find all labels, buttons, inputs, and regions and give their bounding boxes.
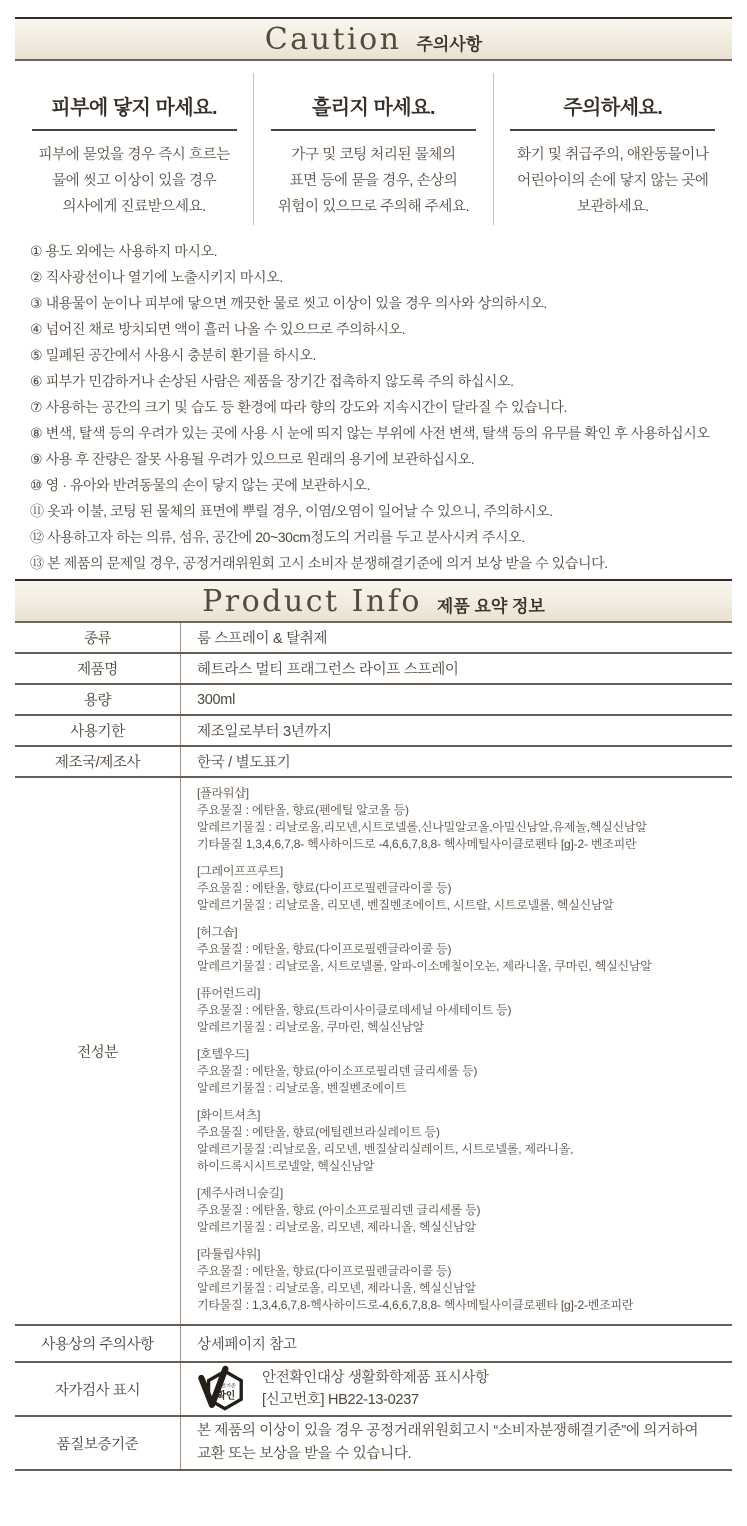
ingredient-line: 알레르기물질 : 리날로올, 리모넨, 벤질벤조에이트, 시트랄, 시트로넬롤, 헥실신남알 [197,898,614,912]
table-row-warranty [15,1417,732,1471]
ingredient-line: 알레르기물질 : 리날로올, 리모넨, 제라니올, 헥실신남알 [197,1281,476,1295]
product-detail-page [0,17,747,1526]
fragrance-name: [라튤립샤워] [197,1247,261,1261]
row-label: 전성분 [77,1044,118,1061]
ingredient-line: 주요물질 : 에탄올, 향료(아이소프로필리덴 글리세롤 등) [197,1064,478,1078]
row-label: 종류 [83,631,112,647]
caution-column-title: 피부에 닿지 마세요. [51,97,218,119]
warranty-line1: 본 제품의 이상이 있을 경우 공정거래위원회고시 “소비자분쟁해결기준”에 의거하여 [197,1423,699,1439]
ingredient-line: 주요물질 : 에탄올, 향료(펜에틸 알코올 등) [197,803,409,817]
product-info-table [15,623,732,1471]
ingredient-line: 주요물질 : 에탄올, 향료 (아이소프로필리덴 글리세롤 등) [197,1203,481,1217]
caution-title-en: Caution [264,21,402,57]
table-row-origin [15,747,732,778]
fragrance-name: [제주사려니숲길] [197,1186,284,1200]
fragrance-block [197,924,732,975]
selftest-wrap [197,1365,489,1413]
ingredient-line: 주요물질 : 에탄올, 향료(다이프로필렌글라이콜 등) [197,881,452,895]
fragrance-name: [허그솝] [197,925,238,939]
product-info-header-band [15,579,732,623]
table-row-product-name [15,654,732,685]
table-row-ingredients [15,778,732,1326]
warranty-content [180,1417,732,1469]
selftest-line2: [신고번호] HB22-13-0237 [262,1392,419,1408]
row-label: 제조국/제조사 [54,755,141,771]
caution-column-line: 표면 등에 묻을 경우, 손상의 [289,173,458,189]
fragrance-name: [그레이프프루트] [197,864,284,878]
table-row-type [15,623,732,654]
caution-note: ⑩ 영 · 유아와 반려동물의 손이 닿지 않는 곳에 보관하시오. [30,477,371,493]
fragrance-name: [호텔우드] [197,1047,249,1061]
row-value: 한국 / 별도표기 [180,747,732,776]
selftest-line1: 안전확인대상 생활화학제품 표시사항 [262,1370,489,1386]
caution-column-skin [15,73,253,225]
ingredient-line: 알레르기물질 : 리날로올, 쿠마린, 헥실신남알 [197,1020,424,1034]
caution-column-line: 어린아이의 손에 닿지 않는 곳에 [517,173,709,189]
caution-column-spill [253,73,492,225]
product-info-title-en: Product Info [202,583,422,619]
ingredient-line: 기타물질 1,3,4,6,7,8- 헥사하이드로 -4,6,6,7,8,8- 헥사메틸사이클로펜타 [g]-2- 벤조피란 [197,837,637,851]
safety-check-icon [197,1365,247,1413]
fragrance-block [197,785,732,853]
caution-column-line: 보관하세요. [576,199,649,215]
table-row-usage-caution [15,1326,732,1363]
caution-column-line: 의사에게 진료받으세요. [62,199,206,215]
row-label: 자가검사 표시 [54,1382,141,1399]
caution-note: ⑨ 사용 후 잔량은 잘못 사용될 우려가 있으므로 원래의 용기에 보관하십시오. [30,451,475,467]
row-value: 제조일로부터 3년까지 [180,716,732,745]
caution-notes-list [30,238,747,576]
caution-note: ⑪ 옷과 이불, 코팅 된 물체의 표면에 뿌릴 경우, 이염/오염이 일어날 수 있으니, 주의하시오. [30,503,553,519]
warranty-line2: 교환 또는 보상을 받을 수 있습니다. [197,1446,412,1462]
caution-note: ② 직사광선이나 열기에 노출시키지 마시오. [30,269,283,285]
row-value: 상세페이지 참고 [180,1326,732,1361]
row-value: 헤트라스 멀티 프래그런스 라이프 스프레이 [180,654,732,683]
row-value: 300ml [180,685,732,714]
row-label: 용량 [83,693,112,709]
ingredient-line: 주요물질 : 에탄올, 향료(다이프로필렌글라이콜 등) [197,942,452,956]
title-underline [271,129,476,131]
caution-note: ① 용도 외에는 사용하지 마시오. [30,243,218,259]
caution-column-line: 위험이 있으므로 주의해 주세요. [277,199,470,215]
caution-column-line: 피부에 묻었을 경우 즉시 흐르는 [38,147,230,163]
ingredient-line: 주요물질 : 에탄올, 향료(에틸렌브라실레이트 등) [197,1125,440,1139]
selftest-content [180,1363,732,1415]
caution-note: ⑫ 사용하고자 하는 의류, 섬유, 공간에 20~30cm정도의 거리를 두고 분사시켜 주시오. [30,529,525,545]
ingredient-line: 주요물질 : 에탄올, 향료(트라이사이클로데세닐 아세테이트 등) [197,1003,512,1017]
row-label: 사용기한 [70,724,125,740]
fragrance-name: [플라워샵] [197,786,249,800]
caution-note: ⑬ 본 제품의 문제일 경우, 공정거래위원회 고시 소비자 분쟁해결기준에 의거 보상 받을 수 있습니다. [30,555,608,571]
title-underline [32,129,237,131]
caution-column-title: 주의하세요. [563,97,663,119]
badge-text-bottom: 확인 [216,1390,235,1402]
caution-title-ko: 주의사항 [416,34,483,54]
warranty-text [197,1420,698,1466]
title-underline [510,129,715,131]
caution-header-band [15,17,732,61]
caution-column-line: 화기 및 취급주의, 애완동물이나 [517,147,709,163]
caution-column-line: 가구 및 코팅 처리된 물체의 [291,147,456,163]
row-label: 사용상의 주의사항 [41,1337,154,1353]
ingredient-line: 주요물질 : 에탄올, 향료(다이프로필렌글라이콜 등) [197,1264,452,1278]
ingredient-line: 하이드록시시트로넬알, 헥실신남알 [197,1159,375,1173]
ingredient-line: 알레르기물질 : 리날로올, 시트로넬롤, 알파-이소메칠이오논, 제라니올, 쿠마린, 헥실신남알 [197,959,652,973]
caution-column-title: 흘리지 마세요. [311,97,436,119]
product-info-title-ko: 제품 요약 정보 [436,596,545,616]
ingredient-line: 알레르기물질 : 리날로올, 리모넨, 제라니올, 헥실신남알 [197,1220,476,1234]
row-label: 제품명 [77,662,118,678]
caution-note: ④ 넘어진 채로 방치되면 액이 흘러 나올 수 있으므로 주의하시오. [30,321,406,337]
caution-note: ③ 내용물이 눈이나 피부에 닿으면 깨끗한 물로 씻고 이상이 있을 경우 의사와 상의하시오. [30,295,547,311]
ingredients-content [180,778,732,1324]
table-row-expiry [15,716,732,747]
row-label: 품질보증기준 [56,1436,139,1453]
fragrance-name: [화이트셔츠] [197,1108,261,1122]
badge-text-top: 안전기준 [215,1383,236,1390]
table-row-selftest-mark [15,1363,732,1417]
fragrance-block [197,1107,732,1175]
ingredient-line: 알레르기물질 :리날로올, 리모넨, 벤질살리실레이트, 시트로넬롤, 제라니올, [197,1142,574,1156]
row-value: 룸 스프레이 & 탈취제 [180,623,732,652]
ingredient-line: 알레르기물질 : 리날로올, 벤질벤조에이트 [197,1081,407,1095]
caution-note: ⑤ 밀폐된 공간에서 사용시 충분히 환기를 하시오. [30,347,316,363]
fragrance-block [197,1185,732,1236]
ingredient-line: 기타물질 : 1,3,4,6,7,8-헥사하이드로-4,6,6,7,8,8- 헥사메틸사이클로펜타 [g]-2-벤조피란 [197,1298,634,1312]
ingredient-line: 알레르기물질 : 리날로올,리모넨,시트로넬롤,신나밀알코올,아밀신남알,유제놀,헥실신남알 [197,820,647,834]
caution-column-care [493,73,732,225]
caution-note: ⑥ 피부가 민감하거나 손상된 사람은 제품을 장기간 접촉하지 않도록 주의 하십시오. [30,373,514,389]
fragrance-block [197,863,732,914]
caution-column-line: 물에 씻고 이상이 있을 경우 [52,173,217,189]
caution-columns [15,73,732,225]
fragrance-block [197,1246,732,1314]
fragrance-block [197,985,732,1036]
selftest-text [262,1367,489,1411]
caution-note: ⑧ 변색, 탈색 등의 우려가 있는 곳에 사용 시 눈에 띄지 않는 부위에 사전 변색, 탈색 등의 유무를 확인 후 사용하십시오 [30,425,710,441]
table-row-volume [15,685,732,716]
fragrance-block [197,1046,732,1097]
caution-note: ⑦ 사용하는 공간의 크기 및 습도 등 환경에 따라 향의 강도와 지속시간이 달라질 수 있습니다. [30,399,567,415]
fragrance-name: [퓨어런드리] [197,986,261,1000]
